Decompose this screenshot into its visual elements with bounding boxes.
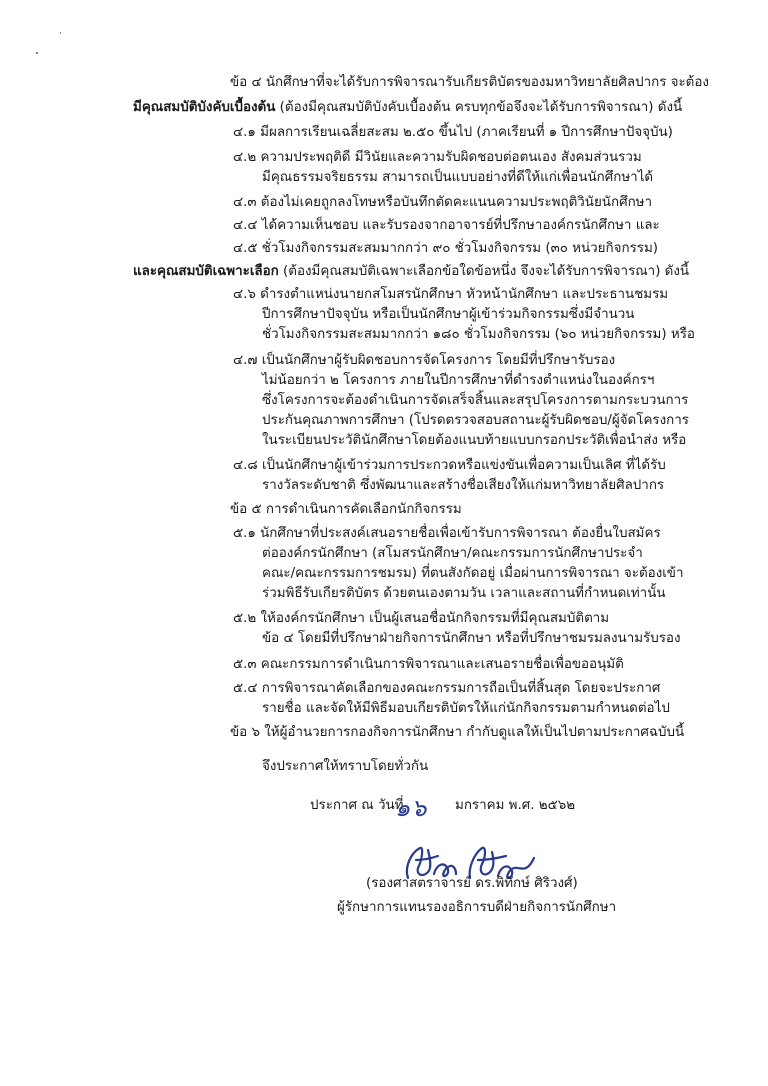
item-4-7-line-2: ไม่น้อยกว่า ๒ โครงการ ภายในปีการศึกษาที่ดำรงตำแหน่งในองค์กรฯ [262,373,655,388]
signatory-name: (รองศาสตราจารย์ ดร.พิทักษ์ ศิริวงศ์) [366,876,578,891]
closing-statement: จึงประกาศให้ทราบโดยทั่วกัน [262,759,429,774]
item-4-1: ๔.๑ มีผลการเรียนเฉลี่ยสะสม ๒.๕๐ ขึ้นไป (ภาคเรียนที่ ๑ ปีการศึกษาปัจจุบัน) [233,125,673,140]
item-4-7-line-5: ในระเบียนประวัตินักศึกษาโดยต้องแนบท้ายแบบกรอกประวัติเพื่อนำส่ง หรือ [262,433,687,448]
item-4-7-line-4: ประกันคุณภาพการศึกษา (โปรดตรวจสอบสถานะผู้รับผิดชอบ/ผู้จัดโครงการ [262,413,689,428]
item-5-4-line-1: ๕.๔ การพิจารณาคัดเลือกของคณะกรรมการถือเป็นที่สิ้นสุด โดยจะประกาศ [233,681,661,696]
item-4-4: ๔.๔ ได้ความเห็นชอบ และรับรองจากอาจารย์ที่ปรึกษาองค์กรนักศึกษา และ [233,218,660,233]
item-4-6-line-1: ๔.๖ ดำรงตำแหน่งนายกสโมสรนักศึกษา หัวหน้านักศึกษา และประธานชมรม [233,287,669,302]
item-4-7-line-3: ซึ่งโครงการจะต้องดำเนินการจัดเสร็จสิ้นและสรุปโครงการตามกระบวนการ [262,393,689,408]
clause-6: ข้อ ๖ ให้ผู้อำนวยการกองกิจการนักศึกษา กำกับดูแลให้เป็นไปตามประกาศฉบับนี้ [230,725,685,740]
item-4-6-line-3: ชั่วโมงกิจกรรมสะสมมากกว่า ๑๘๐ ชั่วโมงกิจกรรม (๖๐ หน่วยกิจกรรม) หรือ [262,327,695,342]
item-4-2-line-1: ๔.๒ ความประพฤติดี มีวินัยและความรับผิดชอบต่อตนเอง สังคมส่วนรวม [233,150,642,165]
signatory-title: ผู้รักษาการแทนรองอธิการบดีฝ่ายกิจการนักศึกษา [337,900,617,915]
clause-4-line-1: ข้อ ๔ นักศึกษาที่จะได้รับการพิจารณารับเกียรติบัตรของมหาวิทยาลัยศิลปากร จะต้อง [230,75,709,90]
item-5-3: ๕.๓ คณะกรรมการดำเนินการพิจารณาและเสนอรายชื่อเพื่อขออนุมัติ [233,657,624,672]
date-month-year: มกราคม พ.ศ. ๒๕๖๒ [455,798,576,813]
scan-speck [36,52,38,54]
optional-qualifications-heading: และคุณสมบัติเฉพาะเลือก [133,264,279,279]
item-4-7-line-1: ๔.๗ เป็นนักศึกษาผู้รับผิดชอบการจัดโครงการ โดยมีที่ปรึกษารับรอง [233,353,616,368]
scan-speck [60,32,61,34]
item-5-2-line-2: ข้อ ๔ โดยมีที่ปรึกษาฝ่ายกิจการนักศึกษา หรือที่ปรึกษาชมรมลงนามรับรอง [262,631,681,646]
item-5-1-line-4: ร่วมพิธีรับเกียรติบัตร ด้วยตนเองตามวัน เวลาและสถานที่กำหนดเท่านั้น [262,586,666,601]
mandatory-qualifications-heading: มีคุณสมบัติบังคับเบื้องต้น [133,100,276,115]
handwritten-day: ๑๖ [395,794,428,822]
item-5-2-line-1: ๕.๒ ให้องค์กรนักศึกษา เป็นผู้เสนอชื่อนักกิจกรรมที่มีคุณสมบัติตาม [233,611,610,626]
date-prefix: ประกาศ ณ วันที่ [310,798,404,813]
optional-qualifications-line [133,263,689,281]
item-4-8-line-1: ๔.๘ เป็นนักศึกษาผู้เข้าร่วมการประกวดหรือแข่งขันเพื่อความเป็นเลิศ ที่ได้รับ [233,458,666,473]
item-4-6-line-2: ปีการศึกษาปัจจุบัน หรือเป็นนักศึกษาผู้เข้าร่วมกิจกรรมซึ่งมีจำนวน [262,307,635,322]
clause-4-line-2-rest: (ต้องมีคุณสมบัติบังคับเบื้องต้น ครบทุกข้อจึงจะได้รับการพิจารณา) ดังนี้ [275,100,683,115]
clause-4-line-2 [133,99,682,117]
item-4-5: ๔.๕ ชั่วโมงกิจกรรมสะสมมากกว่า ๙๐ ชั่วโมงกิจกรรม (๓๐ หน่วยกิจกรรม) [233,241,659,256]
clause-5-heading: ข้อ ๕ การดำเนินการคัดเลือกนักกิจกรรม [230,502,462,517]
optional-qualifications-rest: (ต้องมีคุณสมบัติเฉพาะเลือกข้อใดข้อหนึ่ง จึงจะได้รับการพิจารณา) ดังนี้ [278,264,690,279]
item-5-4-line-2: รายชื่อ และจัดให้มีพิธีมอบเกียรติบัตรให้แก่นักกิจกรรมตามกำหนดต่อไป [262,701,670,716]
item-5-1-line-1: ๕.๑ นักศึกษาที่ประสงค์เสนอรายชื่อเพื่อเข้ารับการพิจารณา ต้องยื่นใบสมัคร [233,526,661,541]
item-4-2-line-2: มีคุณธรรมจริยธรรม สามารถเป็นแบบอย่างที่ดีให้แก่เพื่อนนักศึกษาได้ [262,170,654,185]
item-4-8-line-2: รางวัลระดับชาติ ซึ่งพัฒนาและสร้างชื่อเสียงให้แก่มหาวิทยาลัยศิลปากร [262,478,665,493]
item-5-1-line-2: ต่อองค์กรนักศึกษา (สโมสรนักศึกษา/คณะกรรมการนักศึกษาประจำ [262,546,643,561]
item-5-1-line-3: คณะ/คณะกรรมการชมรม) ที่ตนสังกัดอยู่ เมื่อผ่านการพิจารณา จะต้องเข้า [262,566,684,581]
item-4-3: ๔.๓ ต้องไม่เคยถูกลงโทษหรือบันทึกตัดคะแนนความประพฤติวินัยนักศึกษา [233,195,653,210]
